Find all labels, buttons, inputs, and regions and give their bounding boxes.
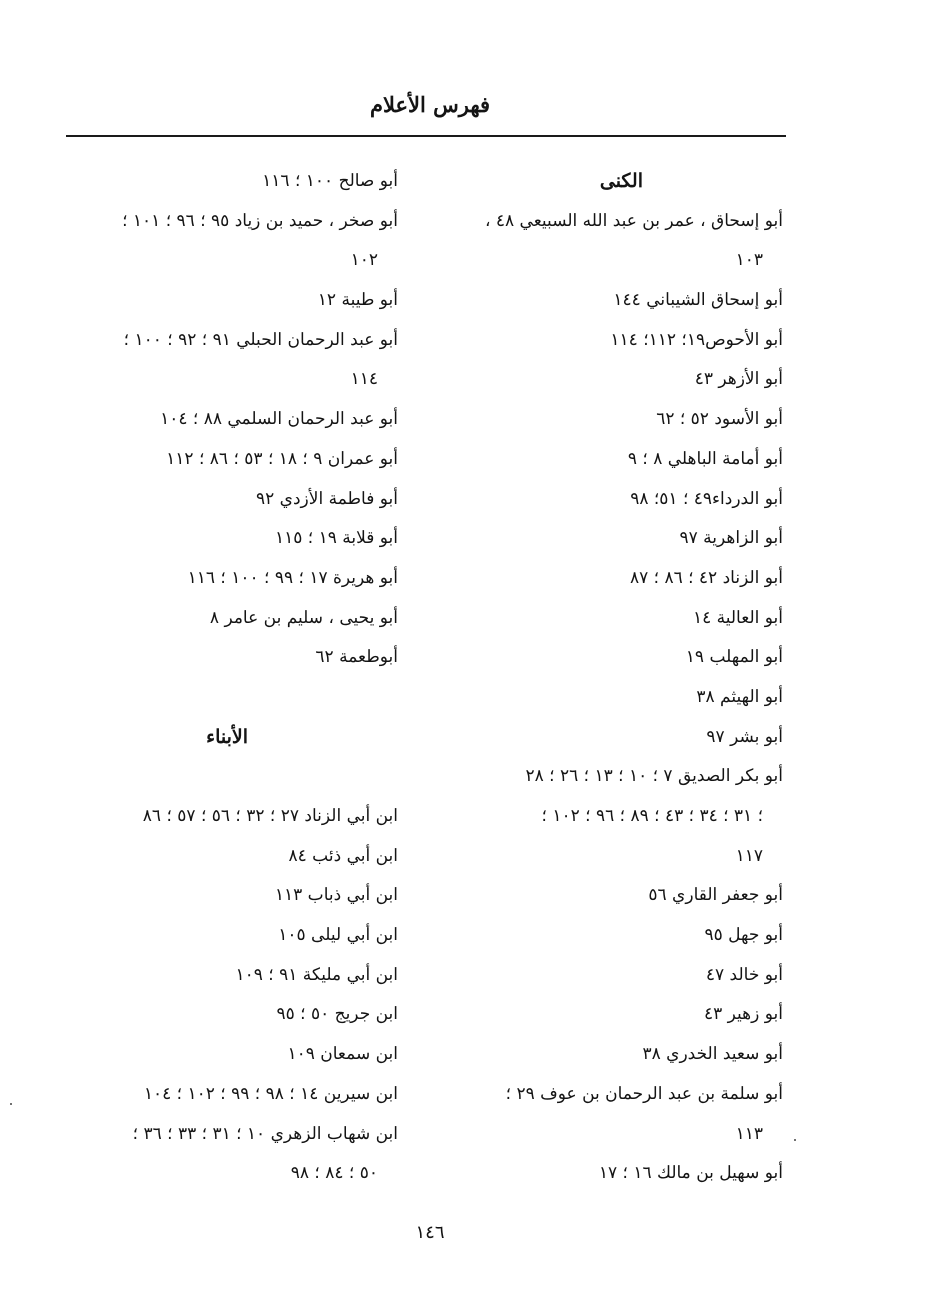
index-entry: ابن سمعان ١٠٩ bbox=[287, 1044, 398, 1065]
index-entry-continuation: ؛ ٣١ ؛ ٣٤ ؛ ٤٣ ؛ ٨٩ ؛ ٩٦ ؛ ١٠٢ ؛ bbox=[541, 806, 763, 826]
index-entry-continuation: ١٠٣ bbox=[735, 250, 763, 271]
index-entry: أبو سهيل بن مالك ١٦ ؛ ١٧ bbox=[598, 1163, 783, 1184]
index-entry: أبو العالية ١٤ bbox=[692, 607, 783, 628]
index-entry: ابن شهاب الزهري ١٠ ؛ ٣١ ؛ ٣٣ ؛ ٣٦ ؛ bbox=[132, 1123, 398, 1144]
index-entry: ابن سيرين ١٤ ؛ ٩٨ ؛ ٩٩ ؛ ١٠٢ ؛ ١٠٤ bbox=[143, 1083, 398, 1104]
index-entry: أبو إسحاق ، عمر بن عبد الله السبيعي ٤٨ ، bbox=[485, 210, 783, 231]
index-entry: أبو الأحوص١٩؛ ١١٢؛ ١١٤ bbox=[610, 329, 783, 350]
index-entry: أبو جهل ٩٥ bbox=[704, 925, 783, 946]
index-entry: ابن أبي ليلى ١٠٥ bbox=[278, 925, 398, 946]
index-entry: أبو سلمة بن عبد الرحمان بن عوف ٢٩ ؛ bbox=[505, 1083, 783, 1104]
index-entry: أبو عبد الرحمان الحبلي ٩١ ؛ ٩٢ ؛ ١٠٠ ؛ bbox=[123, 329, 398, 350]
index-entry-continuation: ٥٠ ؛ ٨٤ ؛ ٩٨ bbox=[290, 1163, 378, 1184]
index-entry-continuation: ١٠٢ bbox=[350, 250, 378, 271]
index-entry: أبو الأزهر ٤٣ bbox=[694, 369, 783, 390]
index-entry: ابن أبي ذباب ١١٣ bbox=[274, 885, 398, 906]
index-entry: أبوطعمة ٦٢ bbox=[315, 647, 398, 668]
index-entry: أبو فاطمة الأزدي ٩٢ bbox=[256, 488, 398, 509]
index-entry-continuation: ١١٤ bbox=[350, 369, 378, 390]
scan-speck bbox=[794, 1139, 796, 1141]
index-entry: أبو صخر ، حميد بن زياد ٩٥ ؛ ٩٦ ؛ ١٠١ ؛ bbox=[122, 210, 398, 231]
index-entry: أبو طيبة ١٢ bbox=[317, 290, 398, 311]
index-entry: أبو عمران ٩ ؛ ١٨ ؛ ٥٣ ؛ ٨٦ ؛ ١١٢ bbox=[166, 448, 398, 469]
blank-line bbox=[38, 678, 398, 718]
index-entry: أبو سعيد الخدري ٣٨ bbox=[642, 1044, 783, 1065]
index-entry: أبو جعفر القاري ٥٦ bbox=[648, 885, 783, 906]
index-entry: ابن أبي مليكة ٩١ ؛ ١٠٩ bbox=[235, 964, 398, 985]
index-entry: أبو الدرداء٤٩ ؛ ٥١؛ ٩٨ bbox=[630, 488, 783, 509]
index-entry: أبو الهيثم ٣٨ bbox=[696, 686, 783, 707]
index-entry: أبو يحيى ، سليم بن عامر ٨ bbox=[209, 607, 398, 628]
index-entry: أبو إسحاق الشيباني ١٤٤ bbox=[613, 290, 783, 311]
index-entry: أبو صالح ١٠٠ ؛ ١١٦ bbox=[262, 171, 398, 191]
right-column bbox=[423, 162, 783, 1194]
index-entry: ابن جريج ٥٠ ؛ ٩٥ bbox=[276, 1004, 398, 1025]
section-heading: الأبناء bbox=[206, 725, 248, 748]
index-entry: أبو بكر الصديق ٧ ؛ ١٠ ؛ ١٣ ؛ ٢٦ ؛ ٢٨ bbox=[525, 766, 783, 787]
index-entry: أبو الأسود ٥٢ ؛ ٦٢ bbox=[656, 409, 783, 430]
index-entry: أبو أمامة الباهلي ٨ ؛ ٩ bbox=[627, 448, 783, 469]
index-entry: أبو المهلب ١٩ bbox=[685, 647, 783, 668]
index-entry: أبو عبد الرحمان السلمي ٨٨ ؛ ١٠٤ bbox=[160, 409, 398, 430]
blank-line bbox=[38, 757, 398, 797]
index-entry: ابن أبي الزناد ٢٧ ؛ ٣٢ ؛ ٥٦ ؛ ٥٧ ؛ ٨٦ bbox=[142, 806, 398, 826]
section-heading: الكنى bbox=[599, 170, 643, 192]
index-entry: أبو زهير ٤٣ bbox=[704, 1004, 783, 1025]
index-entry-continuation: ١١٧ bbox=[735, 845, 763, 866]
index-entry: أبو بشر ٩٧ bbox=[706, 726, 783, 747]
left-column bbox=[38, 162, 398, 1194]
index-entry: ابن أبي ذئب ٨٤ bbox=[288, 845, 398, 866]
scan-speck bbox=[10, 1103, 12, 1105]
index-entry: أبو قلابة ١٩ ؛ ١١٥ bbox=[274, 528, 398, 549]
index-entry: أبو خالد ٤٧ bbox=[705, 964, 783, 985]
page-number: ١٤٦ bbox=[415, 1222, 445, 1243]
page-title: فهرس الأعلام bbox=[369, 92, 491, 117]
index-entry: أبو الزناد ٤٢ ؛ ٨٦ ؛ ٨٧ bbox=[629, 567, 783, 588]
header-rule bbox=[66, 135, 786, 137]
index-entry: أبو هريرة ١٧ ؛ ٩٩ ؛ ١٠٠ ؛ ١١٦ bbox=[187, 567, 398, 588]
index-entry: أبو الزاهرية ٩٧ bbox=[679, 528, 783, 549]
index-entry-continuation: ١١٣ bbox=[735, 1123, 763, 1144]
